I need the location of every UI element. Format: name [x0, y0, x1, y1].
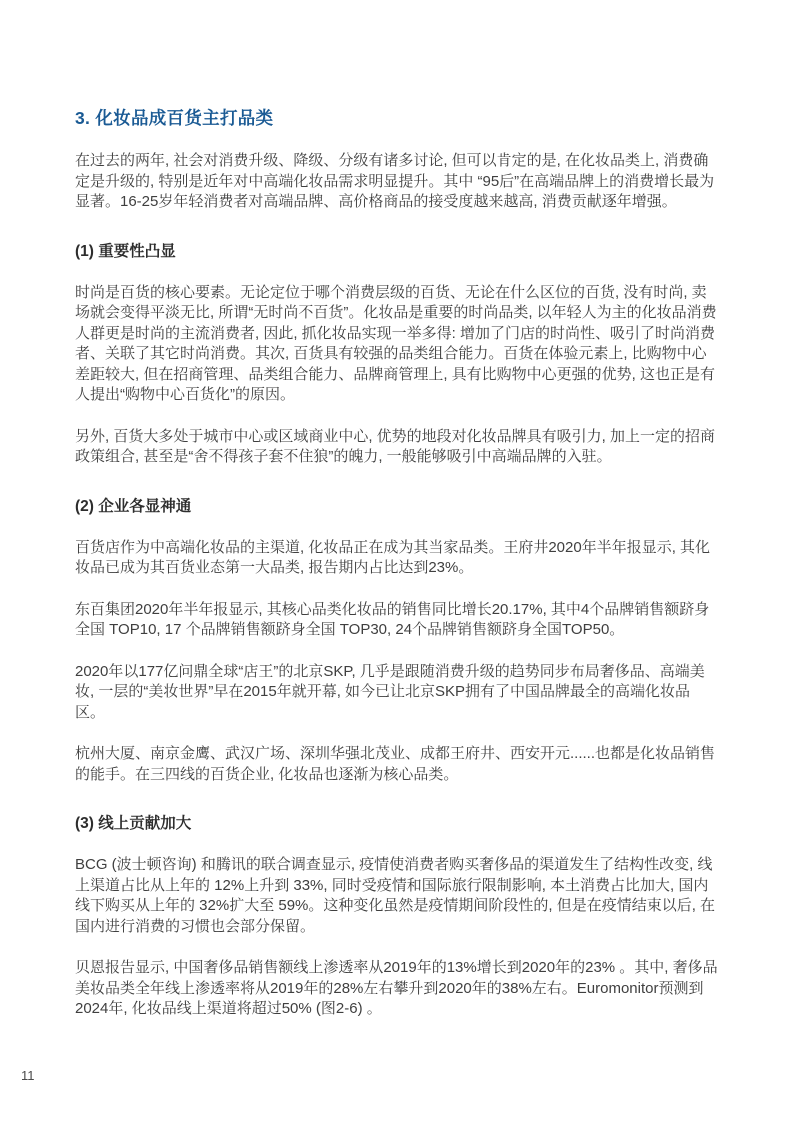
section-heading-importance: (1) 重要性凸显 — [75, 242, 176, 260]
section-heading-online: (3) 线上贡献加大 — [75, 815, 192, 832]
page-number: 11 — [21, 1068, 35, 1083]
document-content — [75, 107, 718, 1041]
paragraph: 2020年以177亿问鼎全球“店王”的北京SKP, 几乎是跟随消费升级的趋势同步布局奢侈品、高端美妆, 一层的“美妆世界”早在2015年就开幕, 如今已让北京SKP拥有了中国品牌最全的高端化妆品区。 — [75, 662, 705, 721]
paragraph: 杭州大厦、南京金鹰、武汉广场、深圳华强北茂业、成都王府井、西安开元......也都是化妆品销售的能手。在三四线的百货企业, 化妆品也逐渐为核心品类。 — [75, 745, 716, 783]
page-title: 3. 化妆品成百货主打品类 — [75, 108, 274, 128]
paragraph: 贝恩报告显示, 中国奢侈品销售额线上渗透率从2019年的13%增长到2020年的23% 。其中, 奢侈品美妆品类全年线上渗透率将从2019年的28%左右攀升到2020年的38%左右。Euromonitor预测到2024年, 化妆品线上渠道将超过50% (图2-6) 。 — [75, 959, 718, 1017]
paragraph: BCG (波士顿咨询) 和腾讯的联合调查显示, 疫情使消费者购买奢侈品的渠道发生了结构性改变, 线上渠道占比从上年的 12%上升到 33%, 同时受疫情和国际旅行限制影响, 本土消费占比加大, 国内线下购买从上年的 32%扩大至 59%。这种变化虽然是疫情期间阶段性的, 但是在疫情结束以后, 在国内进行消费的习惯也会部分保留。 — [75, 856, 716, 935]
paragraph: 百货店作为中高端化妆品的主渠道, 化妆品正在成为其当家品类。王府井2020年半年报显示, 其化妆品已成为其百货业态第一大品类, 报告期内占比达到23%。 — [75, 538, 711, 576]
section-heading-enterprises: (2) 企业各显神通 — [75, 497, 192, 515]
paragraph: 东百集团2020年半年报显示, 其核心品类化妆品的销售同比增长20.17%, 其中4个品牌销售额跻身全国 TOP10, 17 个品牌销售额跻身全国 TOP30, 24个品牌销售额跻身全国TOP50。 — [75, 600, 710, 638]
paragraph: 另外, 百货大多处于城市中心或区域商业中心, 优势的地段对化妆品牌具有吸引力, 加上一定的招商政策组合, 甚至是“舍不得孩子套不住狼”的魄力, 一般能够吸引中高端品牌的入驻。 — [75, 427, 716, 465]
paragraph: 时尚是百货的核心要素。无论定位于哪个消费层级的百货、无论在什么区位的百货, 没有时尚, 卖场就会变得平淡无比, 所谓“无时尚不百货”。化妆品是重要的时尚品类, 以年轻人为主的化妆品消费人群更是时尚的主流消费者, 因此, 抓化妆品实现一举多得: 增加了门店的时尚性、吸引了时尚消费者、关联了其它时尚消费。其次, 百货具有较强的品类组合能力。百货在体验元素上, 比购物中心差距较大, 但在招商管理、品类组合能力、品牌商管理上, 具有比购物中心更强的优势, 这也正是有人提出“购物中心百货化”的原因。 — [75, 283, 717, 403]
intro-paragraph: 在过去的两年, 社会对消费升级、降级、分级有诸多讨论, 但可以肯定的是, 在化妆品类上, 消费确定是升级的, 特别是近年对中高端化妆品需求明显提升。其中 “95后”在高端品牌上的消费增长最为显著。16-25岁年轻消费者对高端品牌、高价格商品的接受度越来越高, 消费贡献逐年增强。 — [75, 152, 715, 210]
